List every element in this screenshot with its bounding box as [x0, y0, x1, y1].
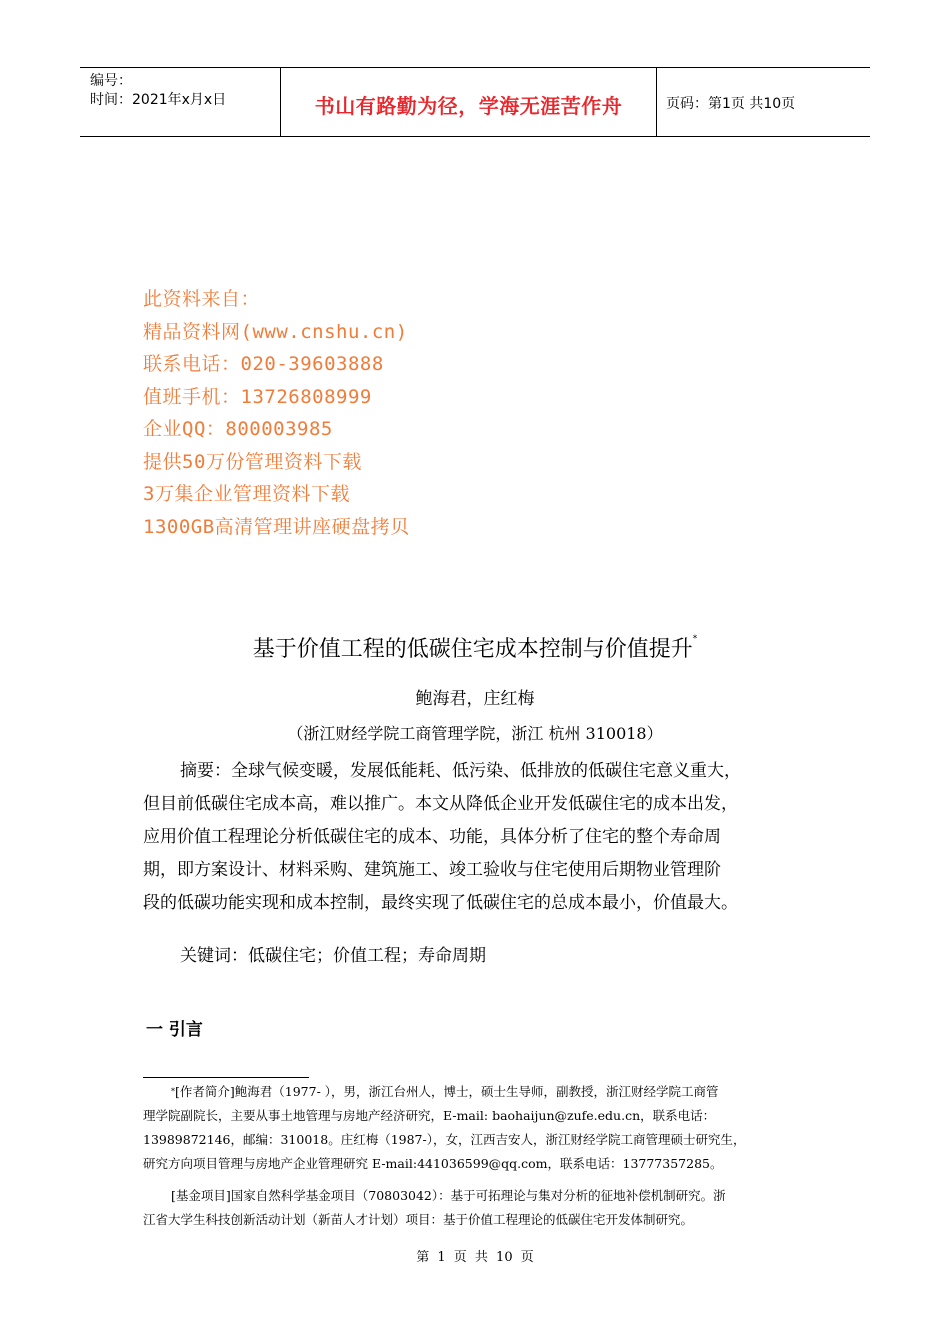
- abstract-line: 段的低碳功能实现和成本控制，最终实现了低碳住宅的总成本最小，价值最大。: [143, 893, 738, 913]
- document-header: [80, 67, 870, 137]
- article-keywords: 关键词：低碳住宅；价值工程；寿命周期: [180, 946, 486, 966]
- header-divider: [656, 68, 657, 136]
- section-heading: 一 引言: [146, 1020, 203, 1040]
- footnote-line: 江省大学生科技创新活动计划（新苗人才计划）项目：基于价值工程理论的低碳住宅开发体制研究。: [143, 1212, 694, 1227]
- promo-line: 此资料来自：: [143, 288, 261, 310]
- header-meta: [90, 72, 226, 110]
- article-title: [0, 632, 950, 663]
- footnote-text: [作者简介]鲍海君（1977- ），男，浙江台州人，博士，硕士生导师，副教授，浙江财经学院工商管: [175, 1084, 719, 1099]
- footnote-line: [基金项目]国家自然科学基金项目（70803042）：基于可拓理论与集对分析的征地补偿机制研究。浙: [171, 1188, 726, 1203]
- header-number-label: 编号：: [90, 73, 132, 89]
- promo-line: 精品资料网(www.cnshu.cn): [143, 320, 408, 343]
- promo-line: 联系电话：020-39603888: [143, 353, 384, 375]
- header-page-info: 页码：第1页 共10页: [666, 96, 796, 112]
- footnote-funding: [143, 1184, 813, 1232]
- article-affiliation: （浙江财经学院工商管理学院，浙江 杭州 310018）: [287, 724, 663, 743]
- footnote-line: 13989872146，邮编：310018。庄红梅（1987-），女，江西吉安人，浙江财经学院工商管理硕士研究生，: [143, 1132, 746, 1147]
- header-motto: 书山有路勤为径，学海无涯苦作舟: [314, 94, 623, 118]
- promo-line: 值班手机：13726808999: [143, 385, 372, 408]
- footnote-mark: *: [171, 1087, 175, 1096]
- title-footnote-mark: *: [692, 634, 698, 644]
- page-footer: 第 1 页 共 10 页: [416, 1250, 534, 1265]
- abstract-line: 但目前低碳住宅成本高，难以推广。本文从降低企业开发低碳住宅的成本出发，: [143, 794, 738, 814]
- promo-line: 企业QQ：800003985: [143, 418, 333, 440]
- header-time-label: 时间：2021年x月x日: [90, 92, 227, 108]
- article-title-text: 基于价值工程的低碳住宅成本控制与价值提升: [252, 637, 693, 662]
- article-authors: 鲍海君，庄红梅: [415, 689, 535, 709]
- promo-line: 1300GB高清管理讲座硬盘拷贝: [143, 515, 410, 538]
- promo-line: 3万集企业管理资料下载: [143, 483, 350, 505]
- abstract-line: 应用价值工程理论分析低碳住宅的成本、功能，具体分析了住宅的整个寿命周: [143, 827, 721, 847]
- article-abstract: [143, 755, 813, 920]
- promo-line: 提供50万份管理资料下载: [143, 450, 362, 473]
- abstract-line: 摘要：全球气候变暖，发展低能耗、低污染、低排放的低碳住宅意义重大，: [180, 761, 741, 781]
- abstract-line: 期，即方案设计、材料采购、建筑施工、竣工验收与住宅使用后期物业管理阶: [143, 860, 721, 880]
- promo-block: [143, 283, 410, 543]
- footnote-line: [143, 1080, 813, 1104]
- footnote-line: 研究方向项目管理与房地产企业管理研究 E-mail:441036599@qq.com，联系电话：13777357285。: [143, 1156, 723, 1171]
- footnote-rule: [143, 1077, 309, 1078]
- footnote-line: 理学院副院长，主要从事土地管理与房地产经济研究，E-mail: baohaijun@zufe.edu.cn，联系电话：: [143, 1108, 716, 1123]
- footnote-author-bio: [143, 1080, 813, 1176]
